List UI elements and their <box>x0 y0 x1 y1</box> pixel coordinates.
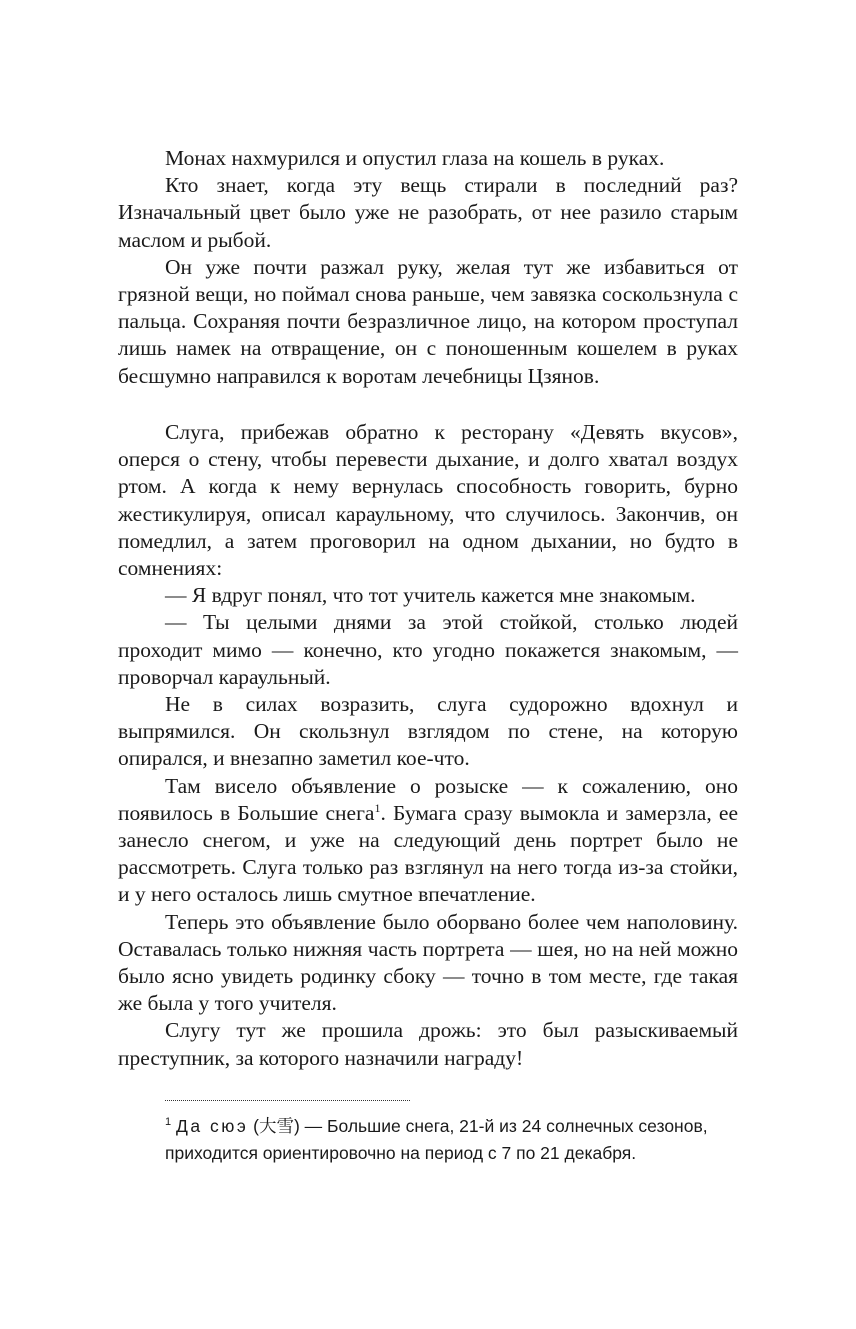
paragraph: Слуга, прибежав обратно к ресторану «Девять вкусов», оперся о стену, чтобы перевести дыхание, и долго хватал воздух ртом. А когда к нему вернулась способность говорить, бурно жестикулируя, описал караульному, что случилось. Закончив, он помедлил, а затем проговорил на одном дыхании, но будто в сомнениях: <box>118 420 738 581</box>
footnote-text: (大雪) — Большие снега, 21-й из 24 солнечных сезонов, приходится ориентировочно на период с 7 по 21 декабря. <box>165 1116 708 1163</box>
paragraph-text: . Бумага сразу вымокла и замерзла, ее занесло снегом, и уже на следующий день портрет было не рассмотреть. Слуга только раз взглянул на него тогда из-за стойки, и у него осталось лишь смутное впечатление. <box>118 800 738 907</box>
dialogue-line: — Я вдруг понял, что тот учитель кажется мне знакомым. <box>165 583 696 608</box>
footnote-divider <box>165 1100 410 1101</box>
footnote-term: Да сюэ <box>176 1116 249 1136</box>
paragraph: Не в силах возразить, слуга судорожно вдохнул и выпрямился. Он скользнул взглядом по стене, на которую опирался, и внезапно заметил кое-что. <box>118 692 738 771</box>
paragraph: Теперь это объявление было оборвано более чем наполовину. Оставалась только нижняя часть портрета — шея, но на ней можно было ясно увидеть родинку сбоку — точно в том месте, где такая же была у того учителя. <box>118 909 738 1016</box>
paragraph: Кто знает, когда эту вещь стирали в последний раз? Изначальный цвет было уже не разобрать, от нее разило старым маслом и рыбой. <box>118 173 738 252</box>
paragraph: Монах нахмурился и опустил глаза на кошель в руках. <box>165 146 665 170</box>
text-section-2 <box>118 419 738 1072</box>
paragraph: Он уже почти разжал руку, желая тут же избавиться от грязной вещи, но поймал снова раньше, чем завязка соскользнула с пальца. Сохраняя почти безразличное лицо, на котором проступал лишь намек на отвращение, он с поношенным кошелем в руках бесшумно направился к воротам лечебницы Цзянов. <box>118 254 738 388</box>
footnote <box>165 1113 745 1167</box>
paragraph-text: Там висело объявление о розыске — к сожалению, оно появилось в Большие снега <box>118 773 738 825</box>
paragraph: Слугу тут же прошила дрожь: это был разыскиваемый преступник, за которого назначили награду! <box>118 1018 738 1070</box>
dialogue-line: — Ты целыми днями за этой стойкой, столько людей проходит мимо — конечно, кто угодно покажется знакомым, — проворчал караульный. <box>118 610 738 689</box>
text-section-1 <box>118 145 738 390</box>
footnote-number: 1 <box>165 1116 172 1129</box>
paragraph-with-footnote <box>118 773 738 909</box>
footnote-reference[interactable]: 1 <box>374 800 381 815</box>
